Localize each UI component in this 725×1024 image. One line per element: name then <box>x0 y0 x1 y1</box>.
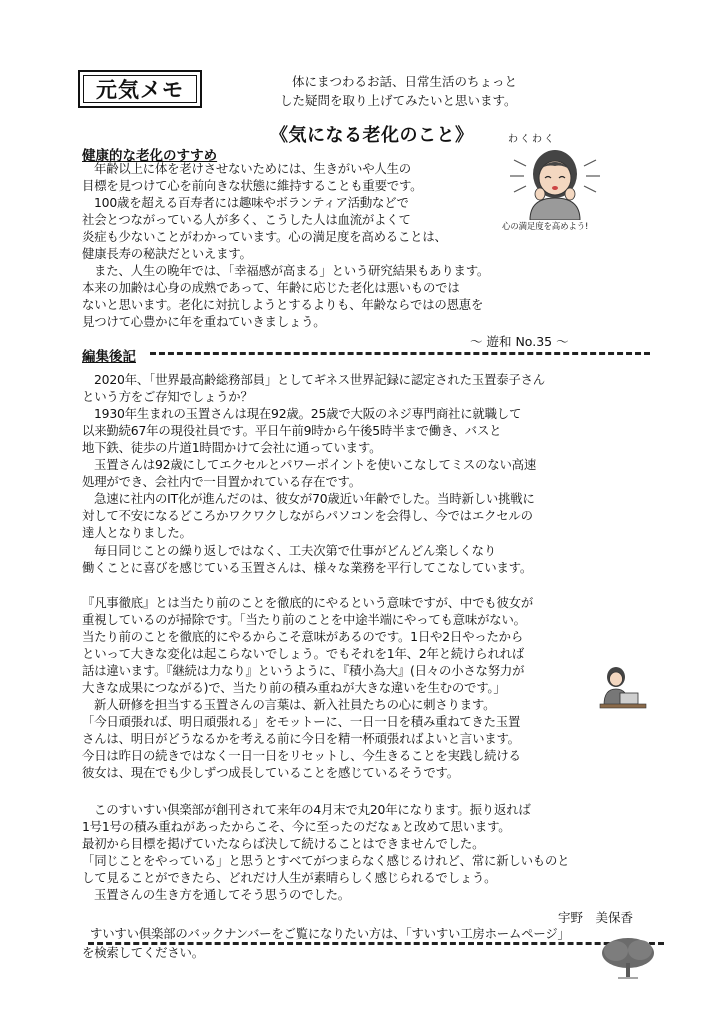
section2-heading: 編集後記 <box>82 349 136 365</box>
section1-heading: 健康的な老化のすすめ <box>82 148 218 164</box>
para2-line: 「今日頑張れば、明日頑張れる」をモットーに、一日一日を積み重ねてきた玉置 <box>82 714 521 729</box>
section-divider <box>150 352 650 355</box>
main-title: 《気になる老化のこと》 <box>270 125 474 146</box>
section1-line: 炎症も少ないことがわかっています。心の満足度を高めることは、 <box>82 229 447 244</box>
memo-title-box <box>78 70 202 108</box>
section1-line: 健康長寿の秘訣だといえます。 <box>82 246 252 261</box>
section1-line: また、人生の晩年では、「幸福感が高まる」という研究結果もあります。 <box>94 263 490 278</box>
memo-title: 元気メモ <box>96 78 184 102</box>
tree-icon <box>598 935 658 983</box>
para1-line: 地下鉄、徒歩の片道1時間かけて会社に通っています。 <box>82 440 382 455</box>
para1-line: 働くことに喜びを感じている玉置さんは、様々な業務を平行してこなしています。 <box>82 560 533 575</box>
section1-line: 見つけて心豊かに年を重ねていきましょう。 <box>82 314 326 329</box>
para2-line: 新人研修を担当する玉置さんの言葉は、新入社員たちの心に刺さります。 <box>94 697 496 712</box>
para2-line: 当たり前のことを徹底的にやるからこそ意味があるのです。1日や2日やったから <box>82 629 524 644</box>
para2-line: さんは、明日がどうなるかを考える前に今日を精一杯頑張ればよいと言います。 <box>82 731 520 746</box>
para1-line: 対して不安になるどころかワクワクしながらパソコンを会得し、今ではエクセルの <box>82 508 533 523</box>
woman-working-icon <box>598 665 648 710</box>
illustration-exclaim: わくわく <box>508 134 556 145</box>
para2-line: 大きな成果につながる)で、当たり前の積み重ねが大きな違いを生むのです。」 <box>82 680 506 695</box>
para3-line: このすいすい倶楽部が創刊されて来年の4月末で丸20年になります。振り返れば <box>94 802 531 817</box>
para2-line: 『凡事徹底』とは当たり前のことを徹底的にやるという意味ですが、中でも彼女が <box>82 595 534 610</box>
para3-line: 最初から目標を掲げていたならば決して続けることはできませんでした。 <box>82 836 485 851</box>
section1-line: 100歳を超える百寿者には趣味やボランティア活動などで <box>94 195 409 210</box>
woman-excited-icon <box>500 140 610 220</box>
para2-line: 話は違います。『継続は力なり』というように、『積小為大』(日々の小さな努力が <box>82 663 525 678</box>
section1-signature: ～ 遊和 No.35 ～ <box>470 334 569 349</box>
para2-line: 重視しているのが掃除です。「当たり前のことを中途半端にやっても意味がない。 <box>82 612 526 627</box>
para1-line: 2020年、「世界最高齢総務部員」としてギネス世界記録に認定された玉置泰子さん <box>94 372 545 387</box>
section1-line: 目標を見つけて心を前向きな状態に維持することも重要です。 <box>82 178 423 193</box>
section1-line: ないと思います。老化に対抗しようとするよりも、年齢ならではの恩恵を <box>82 297 484 312</box>
para2-line: 今日は昨日の続きではなく一日一日をリセットし、今生きることを実践し続ける <box>82 748 521 763</box>
section1-line: 本来の加齢は心身の成熟であって、年齢に応じた老化は悪いものでは <box>82 280 460 295</box>
para1-line: 毎日同じことの繰り返しではなく、工夫次第で仕事がどんどん楽しくなり <box>94 543 497 558</box>
section1-line: 年齢以上に体を老けさせないためには、生きがいや人生の <box>94 161 411 176</box>
para1-line: 処理ができ、会社内で一目置かれている存在です。 <box>82 474 361 489</box>
para3-line: して見ることができたら、どれだけ人生が素晴らしく感じられるでしょう。 <box>82 870 497 885</box>
illustration-caption: 心の満足度を高めよう! <box>502 222 589 232</box>
footer-line2: を検索してください。 <box>82 945 204 960</box>
section2-signature: 宇野 美保香 <box>558 910 634 925</box>
intro-line: した疑問を取り上げてみたいと思います。 <box>280 93 517 108</box>
para3-line: 「同じことをやっている」と思うとすべてがつまらなく感じるけれど、常に新しいものと <box>82 853 570 868</box>
para1-line: 達人となりました。 <box>82 525 192 540</box>
section1-line: 社会とつながっている人が多く、こうした人は血流がよくて <box>82 212 411 227</box>
para2-line: 彼女は、現在でも少しずつ成長していることを感じているそうです。 <box>82 765 459 780</box>
para1-line: という方をご存知でしょうか？ <box>82 389 253 404</box>
intro-line: 体にまつわるお話、日常生活のちょっと <box>292 74 518 89</box>
para1-line: 1930年生まれの玉置さんは現在92歳。25歳で大阪のネジ専門商社に就職して <box>94 406 522 421</box>
intro-text <box>280 72 602 110</box>
para3-line: 玉置さんの生き方を通してそう思うのでした。 <box>94 887 351 902</box>
para1-line: 以来勤続67年の現役社員です。平日午前9時から午後5時半まで働き、バスと <box>82 423 502 438</box>
para2-line: といって大きな変化は起こらないでしょう。でもそれを1年、2年と続けられれば <box>82 646 525 661</box>
footer-line1: すいすい倶楽部のバックナンバーをご覧になりたい方は、「すいすい工房ホームページ」 <box>90 926 570 941</box>
para3-line: 1号1号の積み重ねがあったからこそ、今に至ったのだなぁと改めて思います。 <box>82 819 511 834</box>
para1-line: 玉置さんは92歳にしてエクセルとパワーポイントを使いこなしてミスのない高速 <box>94 457 537 472</box>
para1-line: 急速に社内のIT化が進んだのは、彼女が70歳近い年齢でした。当時新しい挑戦に <box>94 491 535 506</box>
